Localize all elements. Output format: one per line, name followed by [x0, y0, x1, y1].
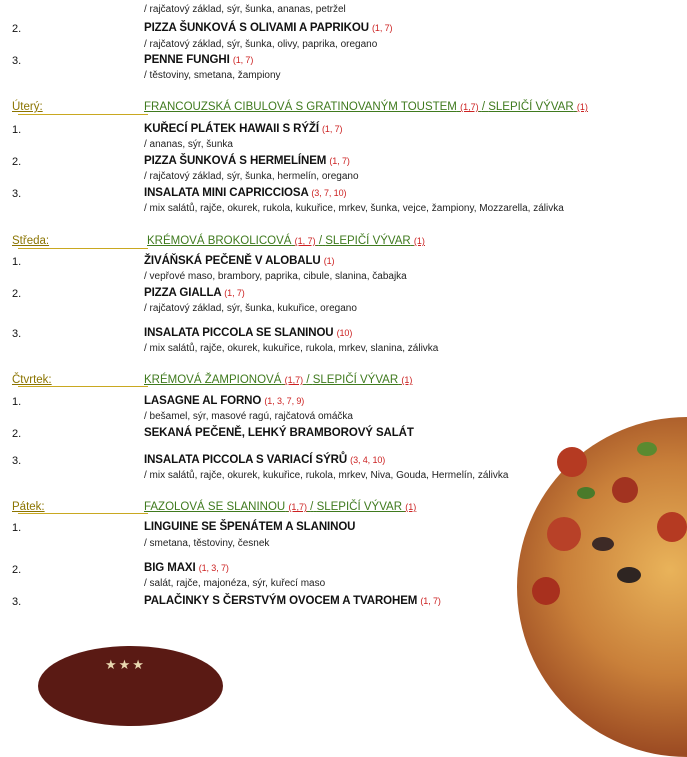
item-number: 3.: [12, 55, 22, 67]
soup-line: FAZOLOVÁ SE SLANINOU (1,7) / SLEPIČÍ VÝVAR (1): [144, 501, 417, 513]
item-number: 1.: [12, 256, 22, 268]
item-number: 2.: [12, 428, 22, 440]
item-desc: / rajčatový základ, sýr, šunka, kukuřice, oregano: [144, 303, 357, 314]
item-number: 2.: [12, 288, 22, 300]
item-desc: / smetana, těstoviny, česnek: [144, 538, 270, 549]
menu-item-title: SEKANÁ PEČENĚ, LEHKÝ BRAMBOROVÝ SALÁT: [144, 427, 414, 439]
day-label: Úterý:: [12, 101, 43, 113]
soup-line: KRÉMOVÁ BROKOLICOVÁ (1, 7) / SLEPIČÍ VÝVAR (1): [147, 235, 425, 247]
item-desc: / mix salátů, rajče, okurek, rukola, kukuřice, mrkev, šunka, vejce, žampiony, Mozzarella, zálivka: [144, 203, 564, 214]
menu-item-title: PIZZA GIALLA (1, 7): [144, 287, 245, 299]
item-number: 2.: [12, 564, 22, 576]
item-number: 1.: [12, 124, 22, 136]
item-number: 3.: [12, 596, 22, 608]
day-label: Pátek:: [12, 501, 45, 513]
item-desc: / rajčatový základ, sýr, šunka, olivy, paprika, oregano: [144, 39, 378, 50]
stars-icon: ★★★: [105, 657, 146, 672]
menu-item-title: BIG MAXI (1, 3, 7): [144, 562, 229, 574]
item-number: 3.: [12, 328, 22, 340]
menu-item-title: INSALATA PICCOLA SE SLANINOU (10): [144, 327, 353, 339]
day-label: Čtvrtek:: [12, 374, 52, 386]
item-number: 3.: [12, 455, 22, 467]
item-number: 2.: [12, 156, 22, 168]
day-label: Středa:: [12, 235, 50, 247]
menu-item-title: PIZZA ŠUNKOVÁ S OLIVAMI A PAPRIKOU (1, 7): [144, 22, 393, 34]
menu-item-title: INSALATA PICCOLA S VARIACÍ SÝRŮ (3, 4, 10): [144, 454, 386, 466]
menu-item-title: LASAGNE AL FORNO (1, 3, 7, 9): [144, 395, 305, 407]
menu-item-title: LINGUINE SE ŠPENÁTEM A SLANINOU: [144, 521, 356, 533]
soup-line: KRÉMOVÁ ŽAMPIONOVÁ (1,7) / SLEPIČÍ VÝVAR (1): [144, 374, 413, 386]
pizza-image: [517, 417, 687, 757]
item-desc: / těstoviny, smetana, žampiony: [144, 70, 281, 81]
item-desc: / rajčatový základ, sýr, šunka, hermelín, oregano: [144, 171, 359, 182]
allergen-codes: (1, 7): [372, 23, 393, 33]
item-number: 1.: [12, 396, 22, 408]
item-number: 3.: [12, 188, 22, 200]
menu-item-title: PALAČINKY S ČERSTVÝM OVOCEM A TVAROHEM (1, 7): [144, 595, 441, 607]
soup-line: FRANCOUZSKÁ CIBULOVÁ S GRATINOVANÝM TOUSTEM (1,7) / SLEPIČÍ VÝVAR (1): [144, 101, 588, 113]
item-desc: / bešamel, sýr, masové ragú, rajčatová omáčka: [144, 411, 353, 422]
menu-item-title: KUŘECÍ PLÁTEK HAWAII S RÝŽÍ (1, 7): [144, 123, 343, 135]
allergen-codes: (1, 7): [232, 55, 254, 65]
item-number: 1.: [12, 522, 22, 534]
item-desc: / mix salátů, rajče, okurek, kukuřice, rukola, mrkev, Niva, Gouda, Hermelín, zálivka: [144, 470, 509, 481]
item-desc: / salát, rajče, majonéza, sýr, kuřecí maso: [144, 578, 326, 589]
item-desc: / mix salátů, rajče, okurek, kukuřice, rukola, mrkev, slanina, zálivka: [144, 343, 439, 354]
item-desc: / ananas, sýr, šunka: [144, 139, 233, 150]
menu-item-title: PENNE FUNGHI (1, 7): [144, 54, 254, 66]
menu-item-title: ŽIVÁŇSKÁ PEČENĚ V ALOBALU (1): [144, 255, 335, 267]
menu-item-title: INSALATA MINI CAPRICCIOSA (3, 7, 10): [144, 187, 347, 199]
menu-item-title: PIZZA ŠUNKOVÁ S HERMELÍNEM (1, 7): [144, 155, 350, 167]
item-desc: / rajčatový základ, sýr, šunka, ananas, petržel: [144, 4, 346, 15]
item-number: 2.: [12, 23, 22, 35]
item-desc: / vepřové maso, brambory, paprika, cibule, slanina, čabajka: [144, 271, 407, 282]
